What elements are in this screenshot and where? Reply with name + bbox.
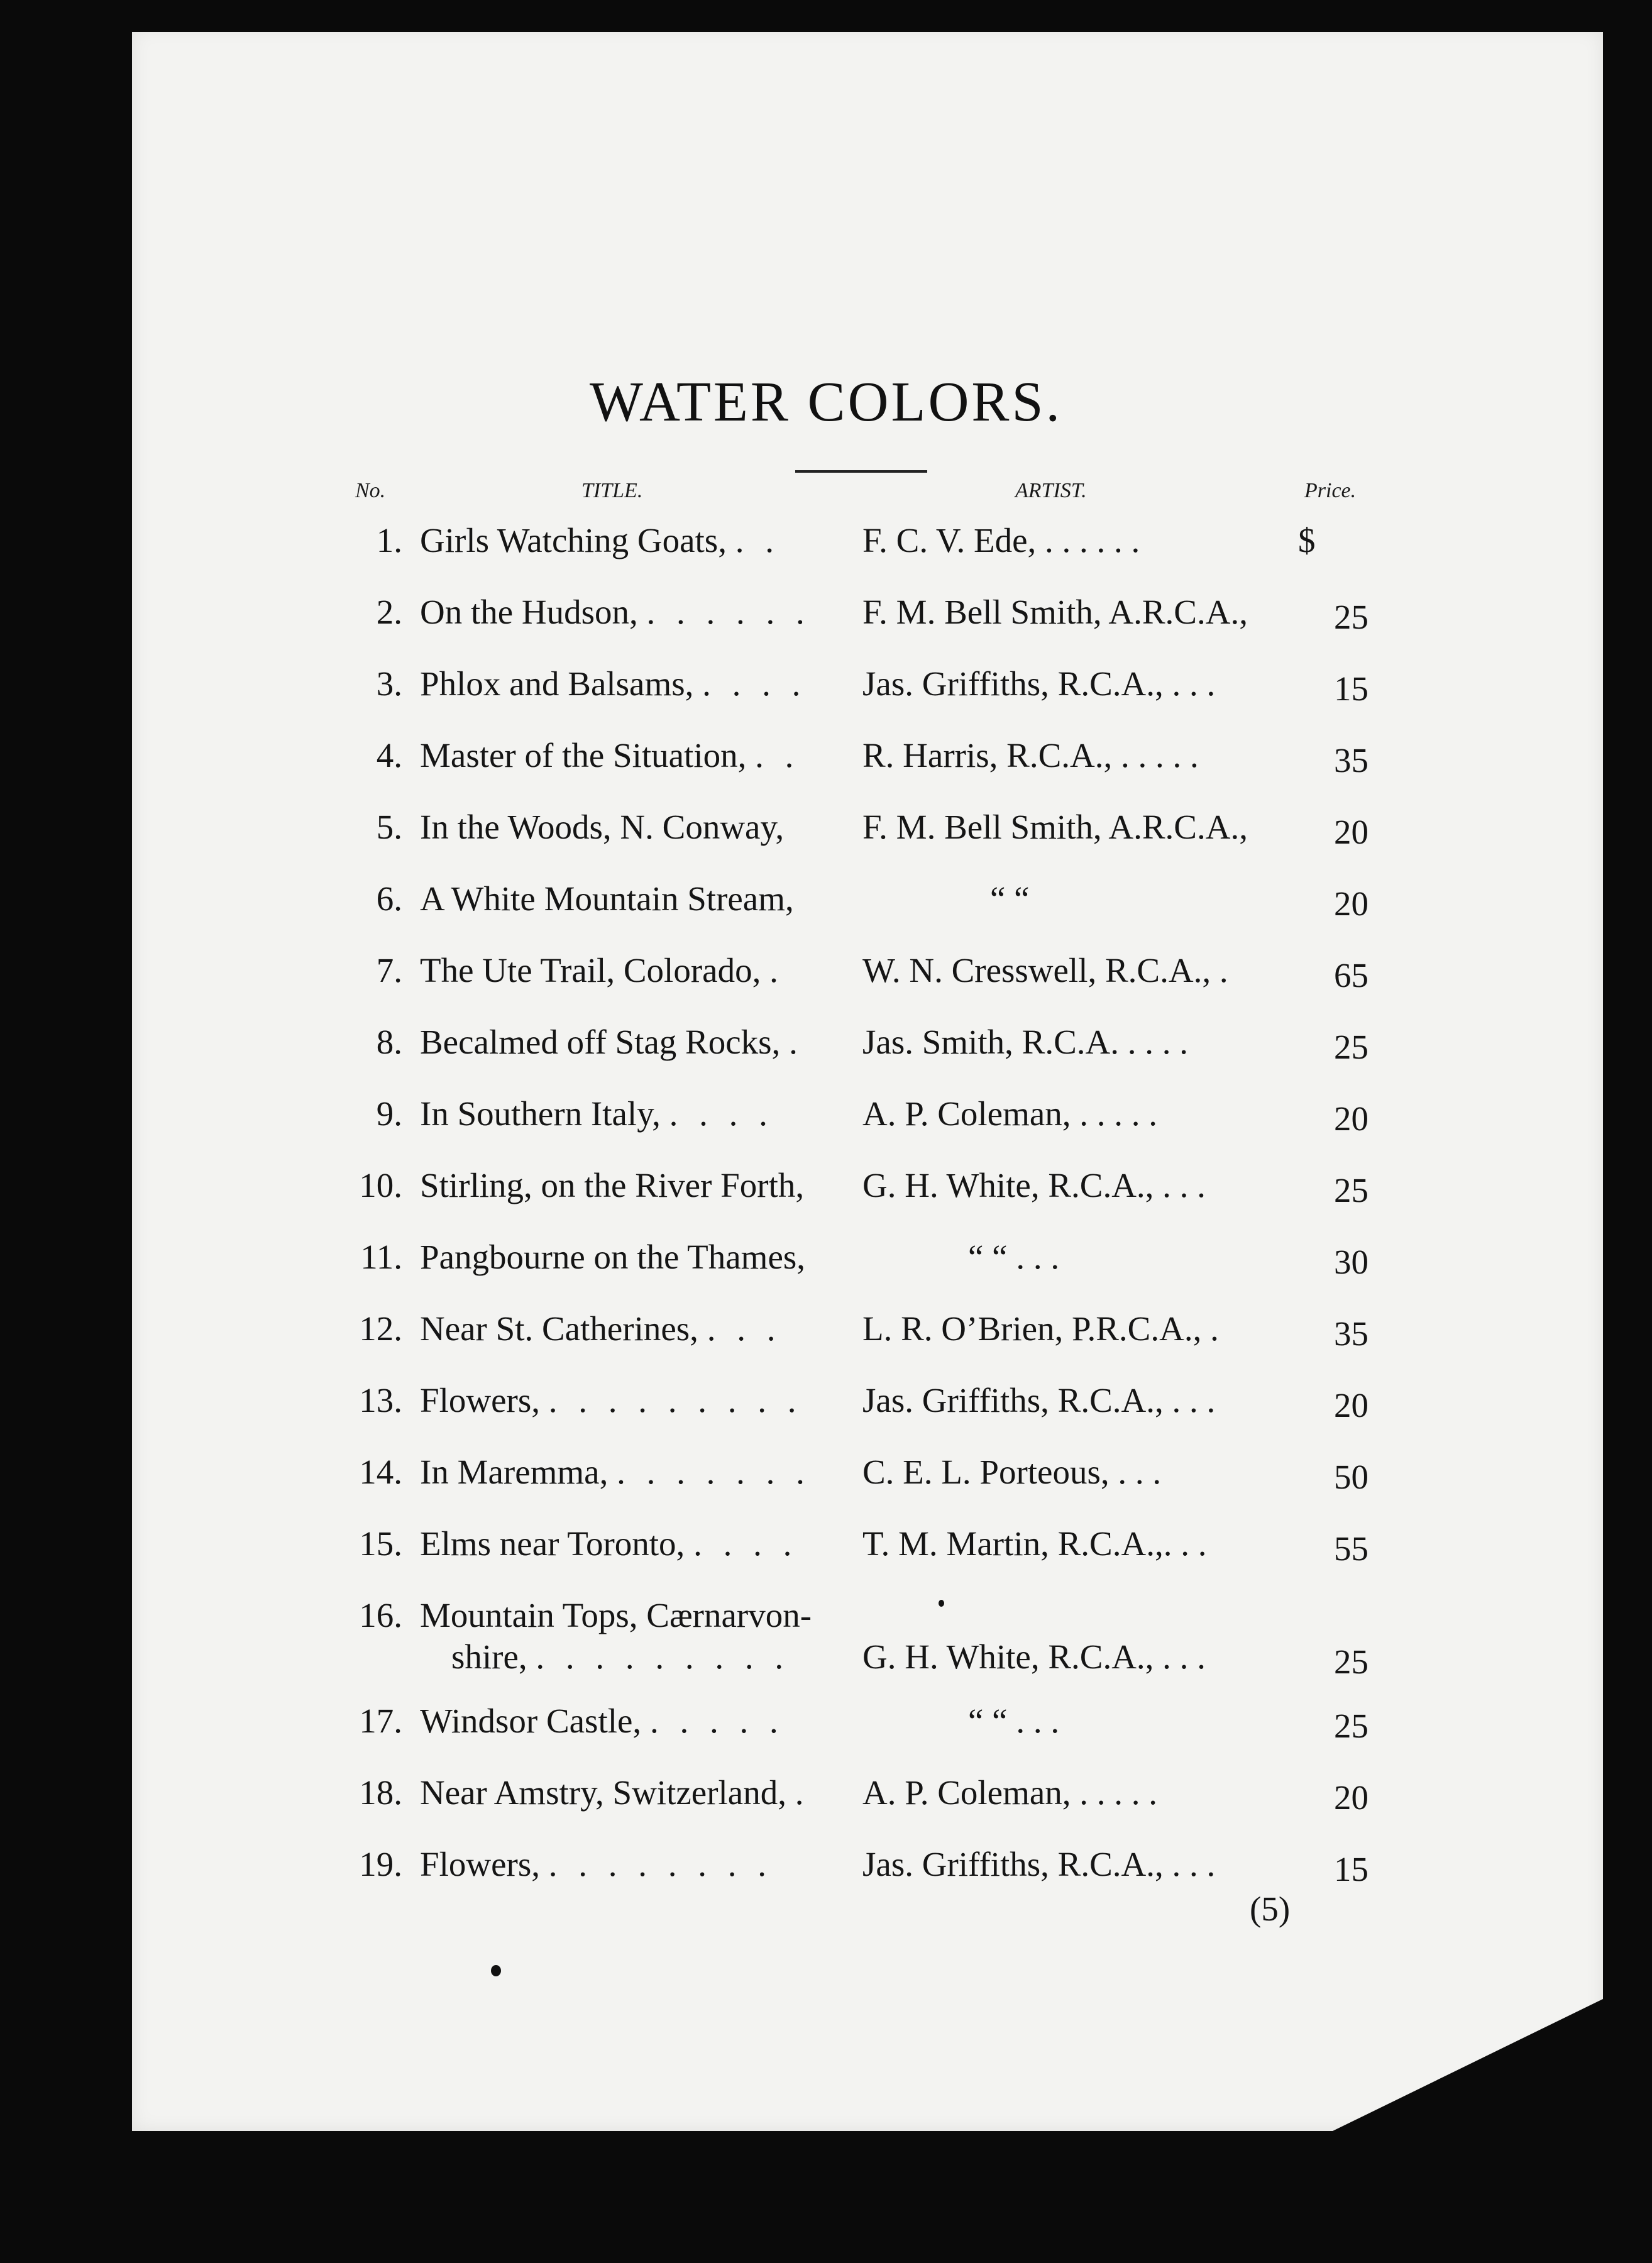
entry-title-text: shire, bbox=[451, 1638, 527, 1676]
entry-title bbox=[420, 1165, 804, 1205]
entry-title-line-2 bbox=[451, 1637, 790, 1677]
entry-title bbox=[420, 950, 785, 990]
entry-price: 25 bbox=[1334, 1643, 1368, 1681]
entry-number: 15. bbox=[359, 1524, 402, 1563]
entry-number: 19. bbox=[359, 1845, 402, 1883]
entry-number: 16. bbox=[359, 1596, 402, 1634]
entry-artist-ditto: “ “ bbox=[990, 879, 1030, 918]
entry-leader-dots: . . . . bbox=[669, 1094, 774, 1133]
entry-price: 20 bbox=[1334, 1099, 1368, 1138]
entry-title-text: Near Amstry, Switzerland, bbox=[420, 1773, 786, 1812]
entry-artist-ditto: “ “ . . . bbox=[968, 1238, 1060, 1276]
entry-title bbox=[420, 807, 784, 847]
entry-title-text: Flowers, bbox=[420, 1845, 540, 1883]
entry-title bbox=[420, 520, 780, 560]
entry-title-text: Pangbourne on the Thames, bbox=[420, 1238, 806, 1276]
catalogue-entry bbox=[0, 592, 1652, 655]
entry-title-text: The Ute Trail, Colorado, bbox=[420, 951, 761, 989]
entry-price: 20 bbox=[1334, 884, 1368, 923]
entry-leader-dots: . . . . bbox=[693, 1524, 798, 1563]
entry-number: 13. bbox=[359, 1381, 402, 1419]
entry-price: 30 bbox=[1334, 1243, 1368, 1281]
catalogue-entry bbox=[0, 1237, 1652, 1300]
entry-number: 9. bbox=[376, 1094, 402, 1133]
entry-price: 20 bbox=[1334, 813, 1368, 851]
entry-artist: R. Harris, R.C.A., . . . . . bbox=[862, 736, 1199, 774]
entry-artist: L. R. O’Brien, P.R.C.A., . bbox=[862, 1309, 1219, 1348]
entry-leader-dots: . . bbox=[755, 736, 800, 774]
entry-price: 15 bbox=[1334, 1850, 1368, 1888]
entry-title-text: On the Hudson, bbox=[420, 593, 638, 631]
entry-price: 25 bbox=[1334, 1707, 1368, 1745]
entry-title-text: Flowers, bbox=[420, 1381, 540, 1419]
entry-title-text: In the Woods, N. Conway, bbox=[420, 808, 785, 846]
entry-artist: A. P. Coleman, . . . . . bbox=[862, 1773, 1158, 1812]
catalogue-entry bbox=[0, 1773, 1652, 1836]
entry-artist: Jas. Griffiths, R.C.A., . . . bbox=[862, 664, 1216, 703]
entry-artist: Jas. Griffiths, R.C.A., . . . bbox=[862, 1381, 1216, 1419]
entry-title bbox=[420, 1452, 811, 1492]
entry-leader-dots: . bbox=[789, 1023, 804, 1061]
entry-artist: Jas. Smith, R.C.A. . . . . bbox=[862, 1023, 1188, 1061]
entry-price: $ bbox=[1298, 521, 1316, 559]
entry-leader-dots: . . . . . . . bbox=[617, 1453, 811, 1491]
entry-artist: F. M. Bell Smith, A.R.C.A., bbox=[862, 808, 1248, 846]
entry-number: 10. bbox=[359, 1166, 402, 1204]
catalogue-entry bbox=[0, 520, 1652, 583]
catalogue-entry bbox=[0, 1524, 1652, 1587]
column-header-artist: ARTIST. bbox=[1015, 479, 1087, 502]
entry-title bbox=[420, 1309, 781, 1348]
entry-title bbox=[420, 879, 794, 918]
torn-corner bbox=[1333, 1999, 1603, 2131]
page-title: WATER COLORS. bbox=[589, 371, 1063, 433]
catalogue-entry bbox=[0, 1022, 1652, 1085]
entry-artist-ditto: “ “ . . . bbox=[968, 1702, 1060, 1740]
entry-leader-dots: . . . . . bbox=[649, 1702, 785, 1740]
entry-title bbox=[420, 1380, 802, 1420]
entry-number: 1. bbox=[376, 521, 402, 559]
entry-artist: A. P. Coleman, . . . . . bbox=[862, 1094, 1158, 1133]
catalogue-entry bbox=[0, 950, 1652, 1013]
catalogue-entry bbox=[0, 1595, 1652, 1696]
entry-leader-dots: . . . . . . . . bbox=[548, 1845, 773, 1883]
entry-price: 15 bbox=[1334, 669, 1368, 708]
entry-number: 12. bbox=[359, 1309, 402, 1348]
entry-title-text: Girls Watching Goats, bbox=[420, 521, 727, 559]
entry-leader-dots: . bbox=[769, 951, 785, 989]
entry-title bbox=[420, 592, 811, 632]
entry-title bbox=[420, 735, 800, 775]
entry-title-text: In Southern Italy, bbox=[420, 1094, 661, 1133]
catalogue-entry bbox=[0, 1309, 1652, 1372]
entry-artist: G. H. White, R.C.A., . . . bbox=[862, 1638, 1206, 1676]
entry-title-text: Near St. Catherines, bbox=[420, 1309, 698, 1348]
catalogue-entry bbox=[0, 1380, 1652, 1443]
entry-number: 11. bbox=[360, 1238, 402, 1276]
catalogue-entry bbox=[0, 735, 1652, 798]
catalogue-entry bbox=[0, 879, 1652, 942]
catalogue-entry bbox=[0, 1701, 1652, 1764]
entry-price: 55 bbox=[1334, 1529, 1368, 1568]
entry-number: 4. bbox=[376, 736, 402, 774]
entry-artist: C. E. L. Porteous, . . . bbox=[862, 1453, 1162, 1491]
entry-title bbox=[420, 1237, 805, 1277]
catalogue-entry bbox=[0, 1452, 1652, 1515]
entry-leader-dots: . . . . . . bbox=[646, 593, 811, 631]
catalogue-entry bbox=[0, 1094, 1652, 1157]
entry-price: 50 bbox=[1334, 1458, 1368, 1496]
entry-title bbox=[420, 1701, 785, 1741]
ink-speck bbox=[939, 1600, 944, 1607]
entry-artist: W. N. Cresswell, R.C.A., . bbox=[862, 951, 1228, 989]
entry-title bbox=[420, 1524, 798, 1563]
entry-number: 6. bbox=[376, 879, 402, 918]
entry-title bbox=[420, 664, 807, 703]
entry-title-text: Stirling, on the River Forth, bbox=[420, 1166, 805, 1204]
entry-title-text: Elms near Toronto, bbox=[420, 1524, 685, 1563]
entry-price: 35 bbox=[1334, 1314, 1368, 1353]
entry-title bbox=[420, 1094, 774, 1133]
entry-number: 14. bbox=[359, 1453, 402, 1491]
entry-leader-dots: . . . . bbox=[702, 664, 807, 703]
entry-title-text: Becalmed off Stag Rocks, bbox=[420, 1023, 781, 1061]
entry-title-text: In Maremma, bbox=[420, 1453, 608, 1491]
entry-price: 65 bbox=[1334, 956, 1368, 994]
entry-title-text: Windsor Castle, bbox=[420, 1702, 642, 1740]
entry-number: 2. bbox=[376, 593, 402, 631]
entry-title-text: Master of the Situation, bbox=[420, 736, 747, 774]
page-number: (5) bbox=[1250, 1890, 1291, 1928]
catalogue-entry bbox=[0, 807, 1652, 870]
entry-leader-dots: . . . . . . . . . bbox=[548, 1381, 803, 1419]
entry-artist: T. M. Martin, R.C.A.,. . . bbox=[862, 1524, 1207, 1563]
entry-title bbox=[420, 1773, 810, 1812]
entry-title bbox=[420, 1022, 804, 1062]
entry-price: 35 bbox=[1334, 741, 1368, 779]
entry-number: 17. bbox=[359, 1702, 402, 1740]
entry-title-line-1: Mountain Tops, Cærnarvon- bbox=[420, 1596, 812, 1634]
entry-number: 7. bbox=[376, 951, 402, 989]
entry-price: 25 bbox=[1334, 1171, 1368, 1209]
entry-artist: F. C. V. Ede, . . . . . . bbox=[862, 521, 1140, 559]
column-header-price: Price. bbox=[1304, 479, 1357, 502]
entry-artist: G. H. White, R.C.A., . . . bbox=[862, 1166, 1206, 1204]
page-top-edge bbox=[132, 28, 1603, 32]
entry-artist: Jas. Griffiths, R.C.A., . . . bbox=[862, 1845, 1216, 1883]
entry-number: 8. bbox=[376, 1023, 402, 1061]
entry-price: 25 bbox=[1334, 1028, 1368, 1066]
ink-speck bbox=[491, 1965, 501, 1976]
entry-leader-dots: . . . . . . . . . bbox=[536, 1638, 790, 1676]
title-divider bbox=[795, 470, 927, 473]
catalogue-entry bbox=[0, 664, 1652, 727]
entry-number: 18. bbox=[359, 1773, 402, 1812]
entry-leader-dots: . . bbox=[735, 521, 780, 559]
entry-number: 3. bbox=[376, 664, 402, 703]
entry-price: 20 bbox=[1334, 1778, 1368, 1817]
catalogue-entry bbox=[0, 1165, 1652, 1228]
entry-price: 20 bbox=[1334, 1386, 1368, 1424]
entry-title bbox=[420, 1844, 773, 1884]
column-header-title: TITLE. bbox=[581, 479, 643, 502]
entry-leader-dots: . bbox=[795, 1773, 810, 1812]
column-header-no: No. bbox=[355, 479, 386, 502]
entry-leader-dots: . . . bbox=[707, 1309, 782, 1348]
entry-number: 5. bbox=[376, 808, 402, 846]
entry-title-text: Phlox and Balsams, bbox=[420, 664, 694, 703]
entry-artist: F. M. Bell Smith, A.R.C.A., bbox=[862, 593, 1248, 631]
catalogue-entry bbox=[0, 1844, 1652, 1907]
entry-price: 25 bbox=[1334, 598, 1368, 636]
entry-title-text: A White Mountain Stream, bbox=[420, 879, 794, 918]
